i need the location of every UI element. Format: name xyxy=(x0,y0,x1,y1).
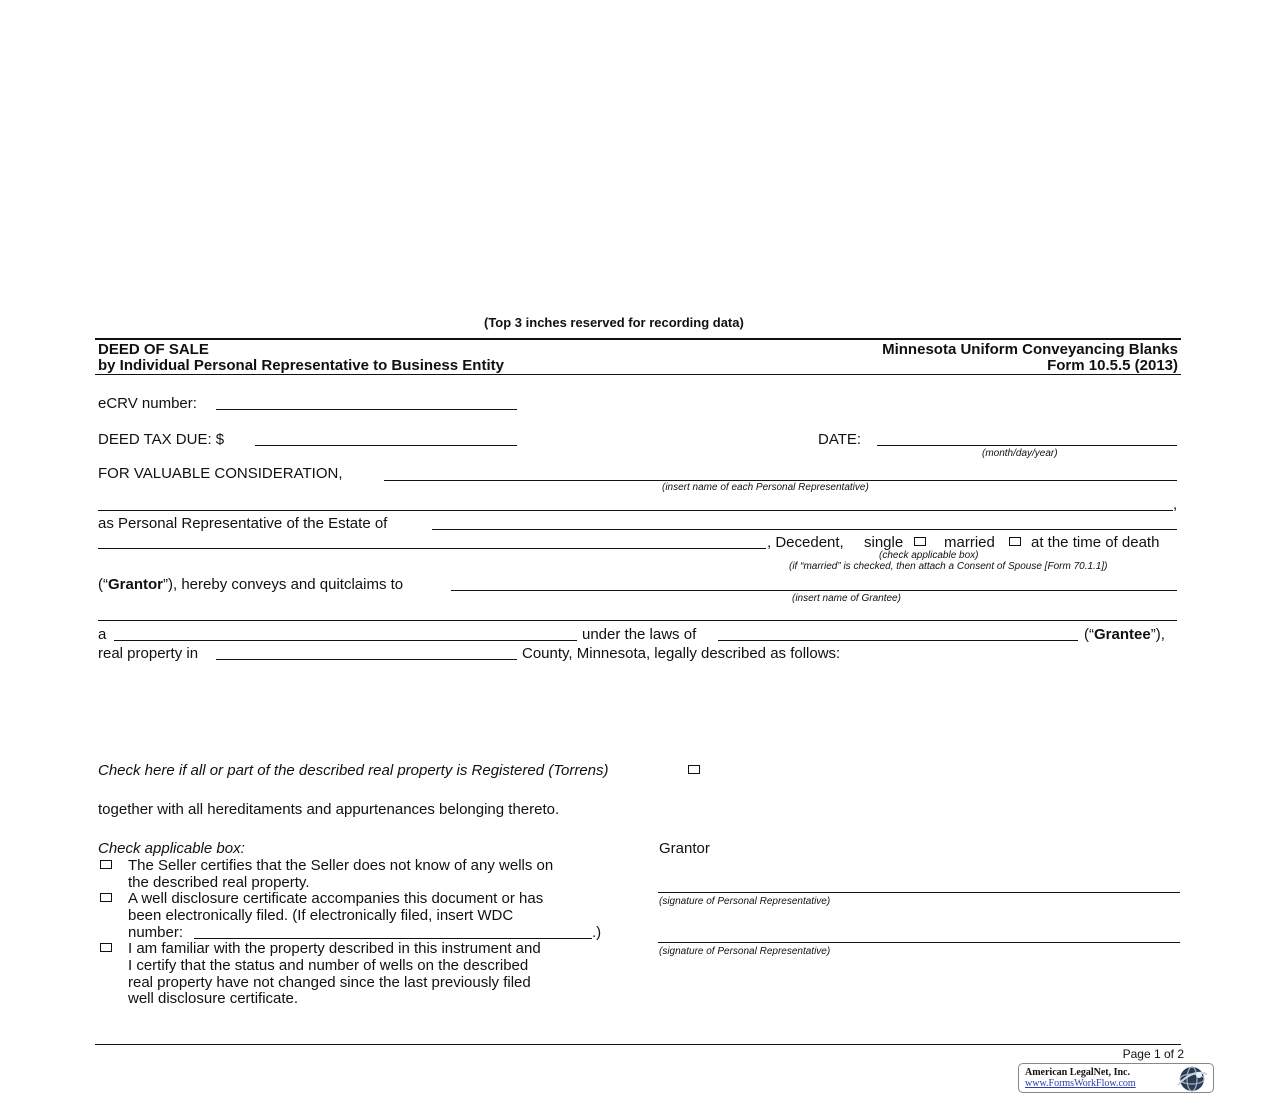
county-input[interactable] xyxy=(216,659,517,660)
grantee-close-quote: ”), xyxy=(1150,626,1165,643)
form-series: Minnesota Uniform Conveyancing Blanks xyxy=(882,341,1178,358)
well-option-1-line-1: The Seller certifies that the Seller does not know of any wells on xyxy=(128,857,554,874)
date-label: DATE: xyxy=(818,431,862,448)
wdc-number-label: number: xyxy=(128,924,184,941)
well-option-1-line-2: the described real property. xyxy=(128,874,310,891)
footer-rule xyxy=(95,1044,1181,1045)
grantee-name-input[interactable] xyxy=(451,590,1177,591)
grantor-word: Grantor xyxy=(108,576,164,593)
laws-label: under the laws of xyxy=(582,626,697,643)
form-number: Form 10.5.5 (2013) xyxy=(1047,357,1178,374)
american-legalnet-logo[interactable] xyxy=(1018,1063,1214,1093)
grantee-clause xyxy=(1084,626,1165,643)
decedent-input[interactable] xyxy=(98,548,766,549)
deed-title: DEED OF SALE xyxy=(98,341,209,358)
well-option-3-line-3: real property have not changed since the last previously filed xyxy=(128,974,531,991)
grantee-open-quote: (“ xyxy=(1084,626,1094,643)
globe-icon xyxy=(1173,1065,1211,1093)
logo-website-link[interactable]: www.FormsWorkFlow.com xyxy=(1025,1078,1136,1089)
well-option-2-line-1: A well disclosure certificate accompanies this document or has xyxy=(128,890,544,907)
logo-company-name: American LegalNet, Inc. xyxy=(1025,1067,1130,1078)
signature-line-1[interactable] xyxy=(658,892,1180,893)
grantee-hint: (insert name of Grantee) xyxy=(792,593,901,604)
county-label: County, Minnesota, legally described as follows: xyxy=(522,645,841,662)
wells-heading: Check applicable box: xyxy=(98,840,245,857)
married-consent-hint: (if “married” is checked, then attach a Consent of Spouse [Form 70.1.1]) xyxy=(789,561,1108,572)
estate-input[interactable] xyxy=(432,529,1177,530)
page-number: Page 1 of 2 xyxy=(1122,1047,1184,1061)
married-checkbox[interactable] xyxy=(1009,537,1021,546)
personal-rep-hint: (insert name of each Personal Representative) xyxy=(662,482,869,493)
well-option-3-line-4: well disclosure certificate. xyxy=(128,990,299,1007)
property-label: real property in xyxy=(98,645,199,662)
date-hint: (month/day/year) xyxy=(982,448,1058,459)
well-option-3-line-2: I certify that the status and number of wells on the described xyxy=(128,957,529,974)
grantor-open-quote: (“ xyxy=(98,576,108,593)
signature-hint-1: (signature of Personal Representative) xyxy=(659,896,831,907)
wdc-number-input[interactable] xyxy=(194,938,592,939)
trailing-comma: , xyxy=(1173,496,1178,513)
single-checkbox[interactable] xyxy=(914,537,926,546)
check-box-hint: (check applicable box) xyxy=(879,550,979,561)
consideration-label: FOR VALUABLE CONSIDERATION, xyxy=(98,465,343,482)
hereditaments-text: together with all hereditaments and appurtenances belonging thereto. xyxy=(98,801,560,818)
single-label: single xyxy=(864,534,904,551)
grantee-word: Grantee xyxy=(1094,626,1151,643)
date-input[interactable] xyxy=(877,445,1177,446)
well-option-2-checkbox[interactable] xyxy=(100,893,112,902)
deed-tax-label: DEED TAX DUE: $ xyxy=(98,431,225,448)
ecrv-label: eCRV number: xyxy=(98,395,197,412)
well-option-1-checkbox[interactable] xyxy=(100,860,112,869)
grantor-signature-label: Grantor xyxy=(659,840,710,857)
well-option-3-line-1: I am familiar with the property described in this instrument and xyxy=(128,940,541,957)
a-label: a xyxy=(98,626,107,643)
header-top-rule xyxy=(95,338,1181,340)
ecrv-input[interactable] xyxy=(216,409,517,410)
decedent-label: , Decedent, xyxy=(767,534,844,551)
signature-hint-2: (signature of Personal Representative) xyxy=(659,946,831,957)
signature-line-2[interactable] xyxy=(658,942,1180,943)
grantor-clause xyxy=(98,576,403,593)
personal-rep-input[interactable] xyxy=(384,480,1177,481)
deed-tax-input[interactable] xyxy=(255,445,517,446)
torrens-checkbox[interactable] xyxy=(688,765,700,774)
well-option-2-line-2: been electronically filed. (If electronically filed, insert WDC xyxy=(128,907,514,924)
time-of-death-label: at the time of death xyxy=(1031,534,1160,551)
recording-reserved-note: (Top 3 inches reserved for recording data) xyxy=(484,315,744,330)
state-laws-input[interactable] xyxy=(718,640,1078,641)
torrens-label: Check here if all or part of the described real property is Registered (Torrens) xyxy=(98,762,609,779)
married-label: married xyxy=(944,534,995,551)
well-option-3-checkbox[interactable] xyxy=(100,943,112,952)
estate-label: as Personal Representative of the Estate of xyxy=(98,515,388,532)
grantor-conveys-text: ”), hereby conveys and quitclaims to xyxy=(163,576,404,593)
personal-rep-input-2[interactable] xyxy=(98,510,1173,511)
wdc-number-close: .) xyxy=(592,924,602,941)
entity-type-input[interactable] xyxy=(114,640,577,641)
grantee-name-input-2[interactable] xyxy=(98,620,1177,621)
deed-subtitle: by Individual Personal Representative to Business Entity xyxy=(98,357,504,374)
header-bottom-rule xyxy=(95,374,1181,375)
